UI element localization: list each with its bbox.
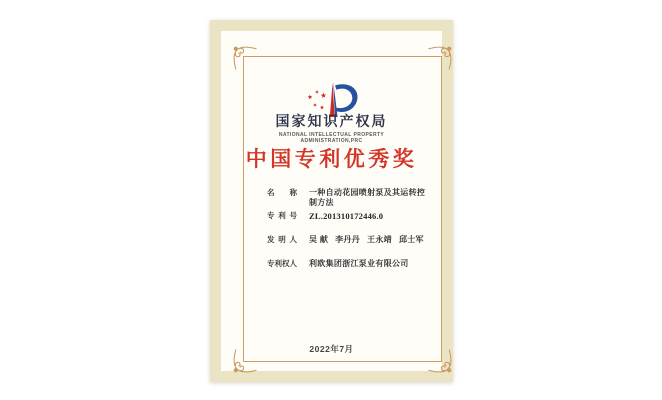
patent-award-certificate xyxy=(210,20,453,382)
issuer-name-cn: 国家知识产权局 xyxy=(275,115,388,130)
issuer-name-en-line1: NATIONAL INTELLECTUAL PROPERTY xyxy=(278,132,385,138)
patentee-value: 利欧集团浙江泵业有限公司 xyxy=(309,259,409,268)
field-label: 发明人 xyxy=(267,235,297,244)
field-row-invention-name xyxy=(267,188,427,208)
patent-number-value: ZL.201310172446.0 xyxy=(309,211,384,221)
nipa-emblem-icon xyxy=(304,81,360,119)
certificate-fields xyxy=(267,188,427,269)
issuer-name-en xyxy=(221,132,442,144)
inventor-name: 邱士军 xyxy=(398,235,424,244)
issuer-name-en-line2: ADMINISTRATION,PRC xyxy=(300,138,363,144)
inventor-name: 吴 献 xyxy=(309,235,329,244)
field-label: 专利权人 xyxy=(267,259,297,268)
corner-flourish-icon xyxy=(231,44,257,70)
inventor-name: 李丹丹 xyxy=(335,235,361,244)
inventor-names xyxy=(309,235,424,245)
field-row-patent-number xyxy=(267,211,427,221)
award-title: 中国专利优秀奖 xyxy=(245,148,418,171)
field-row-patentee xyxy=(267,259,427,269)
field-label: 专利号 xyxy=(267,211,297,220)
inventor-name: 王永靖 xyxy=(367,235,392,244)
certificate-paper xyxy=(221,31,442,371)
invention-name-value: 一种自动花园喷射泵及其运转控制方法 xyxy=(309,188,426,207)
field-row-inventors xyxy=(267,235,427,245)
field-label: 名称 xyxy=(267,188,297,197)
award-date: 2022年7月 xyxy=(309,344,354,354)
corner-flourish-icon xyxy=(428,44,454,70)
